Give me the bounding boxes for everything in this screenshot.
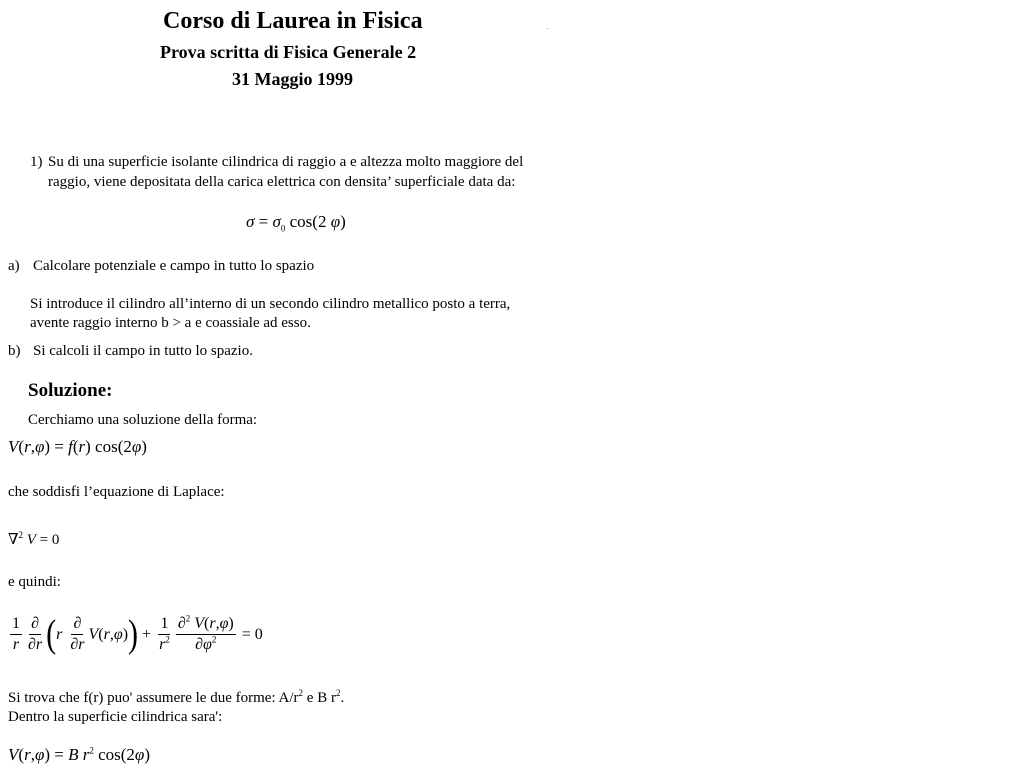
- solution-intro: Cerchiamo una soluzione della forma:: [28, 412, 258, 428]
- laplace-polar-equation: $\frac{1}{r}$ $\frac{\partial}{\partial r}$ ( r $\frac{\partial}{\partial r}$ V ( r , φ ) ) + $\frac{1}{r^2}$ $\frac{\partial^2 V(r,\varphi)}{\partial\varphi^2}$ = 0: [12, 612, 263, 656]
- question-b-label: b): [8, 343, 21, 359]
- problem-text-line1: Su di una superficie isolante cilindrica di raggio a e altezza molto maggiore del: [48, 154, 524, 170]
- question-a-label: a): [8, 258, 20, 274]
- intro-line1: Si introduce il cilindro all’interno di un secondo cilindro metallico posto a terra,: [30, 296, 511, 312]
- exam-date: 31 Maggio 1999: [232, 69, 353, 89]
- scan-speck: [547, 28, 548, 29]
- exam-subtitle: Prova scritta di Fisica Generale 2: [160, 42, 417, 62]
- inside-equation: V(r,φ) = B $r^2$ cos(2φ): [8, 745, 150, 764]
- forms-line2: Dentro la superficie cilindrica sara':: [8, 709, 223, 725]
- laplace-intro: che soddisfi l’equazione di Laplace:: [8, 484, 225, 500]
- question-b-text: Si calcoli il campo in tutto lo spazio.: [33, 343, 253, 359]
- problem-text-line2: raggio, viene depositata della carica elettrica con densita’ superficiale data da:: [48, 174, 516, 190]
- forms-line1: Si trova che f(r) puo' assumere le due forme: $A/r^2$ e B $r^2$.: [8, 688, 345, 706]
- page-title: Corso di Laurea in Fisica: [163, 8, 423, 34]
- problem-number: 1): [30, 154, 43, 170]
- question-a-text: Calcolare potenziale e campo in tutto lo spazio: [33, 258, 315, 274]
- solution-heading: Soluzione:: [28, 380, 113, 401]
- intro-line2: avente raggio interno b > a e coassiale ad esso.: [30, 315, 311, 331]
- sigma-equation: $\sigma = \sigma_0$ cos(2 φ): [246, 212, 346, 234]
- form-equation: V(r,φ) = f(r) cos(2φ): [8, 437, 147, 456]
- quindi-text: e quindi:: [8, 574, 61, 590]
- laplace-equation: ∇$^2$ V = 0: [8, 530, 60, 548]
